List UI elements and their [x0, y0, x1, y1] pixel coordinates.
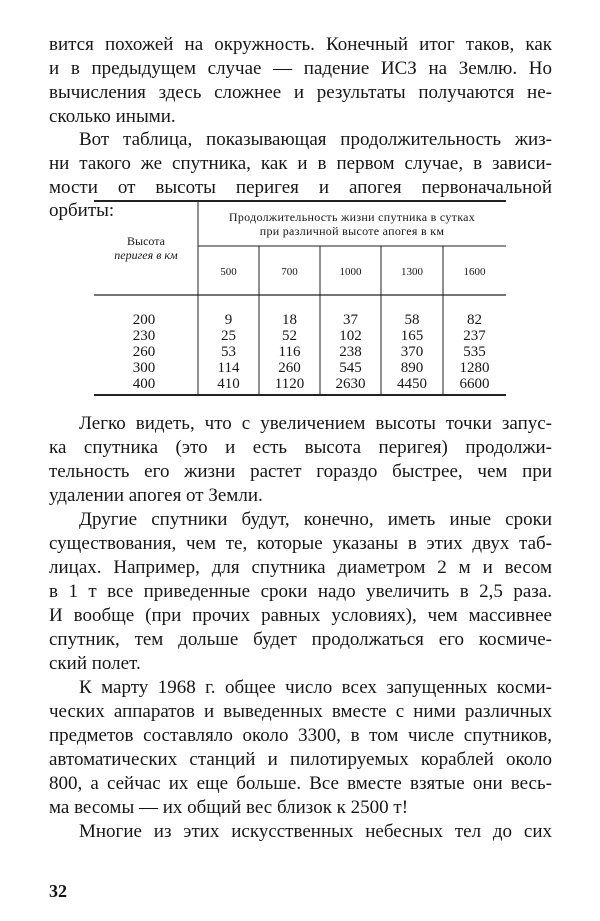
column-header: 1300	[401, 266, 423, 278]
lifetime-cell: 114	[217, 360, 240, 376]
lifetime-cell: 53	[221, 344, 236, 360]
lifetime-cell: 102	[339, 328, 362, 344]
column-header: 500	[220, 266, 237, 278]
row-header	[94, 234, 198, 262]
text-line: орбиты:	[49, 200, 115, 221]
lifetime-cell: 238	[339, 344, 362, 360]
text-line: К марту 1968 г. общее число всех запущенных косми-	[79, 677, 552, 698]
text-line: 800, а сейчас их еще больше. Все вместе взятые они весь-	[49, 773, 552, 794]
lifetime-cell: 545	[339, 360, 362, 376]
group-header-line: Продолжительность жизни спутника в сутках	[228, 210, 476, 224]
text-line: мости от высоты перигея и апогея первоначальной	[49, 177, 552, 198]
lifetime-cell: 82	[467, 312, 482, 328]
lifetime-cell: 58	[404, 312, 420, 328]
lifetime-cell: 370	[400, 344, 424, 360]
lifetime-cell: 260	[278, 360, 301, 376]
text-line: Вот таблица, показывающая продолжительность жиз-	[79, 129, 552, 150]
text-line: автоматических станций и пилотируемых кораблей около	[49, 749, 552, 770]
column-header: 700	[281, 266, 298, 278]
perigee-cell: 300	[132, 360, 156, 376]
column-header: 1000	[339, 266, 362, 278]
text-line: И вообще (при прочих равных условиях), чем массивнее	[49, 605, 552, 626]
lifetime-cell: 890	[400, 360, 424, 376]
text-line: тельность его жизни растет гораздо быстрее, чем при	[49, 461, 552, 482]
satellite-lifetime-table	[94, 200, 506, 396]
lifetime-cell: 6600	[459, 376, 490, 392]
lifetime-cell: 410	[217, 376, 240, 392]
text-line: в 1 т все приведенные сроки надо увеличить в 2,5 раза.	[49, 581, 552, 602]
text-line: предметов составляло около 3300, в том числе спутников,	[49, 725, 552, 746]
lifetime-cell: 116	[278, 344, 301, 360]
text-line: вится похожей на окружность. Конечный итог таков, как	[49, 34, 552, 55]
text-line: спутник, тем дольше будет продолжаться его космиче-	[49, 629, 552, 650]
perigee-cell: 260	[132, 344, 156, 360]
perigee-cell: 400	[132, 376, 156, 392]
lifetime-cell: 9	[224, 312, 233, 328]
text-line: Другие спутники будут, конечно, иметь иные сроки	[79, 509, 552, 530]
column-header: 1600	[463, 266, 486, 278]
text-line: ма весомы — их общий вес близок к 2500 т!	[49, 797, 409, 818]
row-header-line: перигея в км	[114, 248, 178, 262]
lifetime-cell: 165	[400, 328, 424, 344]
text-line: Легко видеть, что с увеличением высоты точки запус-	[79, 413, 552, 434]
page-number: 32	[49, 881, 67, 901]
lifetime-cell: 2630	[335, 376, 366, 392]
lifetime-cell: 535	[463, 344, 486, 360]
lifetime-cell: 18	[282, 312, 297, 328]
group-header-line: при различной высоте апогея в км	[259, 224, 445, 238]
text-line: ни такого же спутника, как и в первом случае, в зависи-	[49, 153, 552, 174]
text-line: и в предыдущем случае — падение ИСЗ на Землю. Но	[49, 58, 552, 79]
lifetime-cell: 37	[343, 312, 358, 328]
lifetime-cell: 1120	[274, 376, 305, 392]
text-line: ский полет.	[49, 653, 141, 674]
text-line: сколько иными.	[49, 106, 176, 127]
lifetime-cell: 52	[282, 328, 297, 344]
group-header	[198, 210, 506, 238]
perigee-cell: 230	[132, 328, 156, 344]
lifetime-cell: 237	[463, 328, 486, 344]
lifetime-cell: 4450	[397, 376, 427, 392]
lifetime-cell: 25	[221, 328, 236, 344]
text-line: вычисления здесь сложнее и результаты получаются не-	[49, 82, 552, 103]
text-line: ческих аппаратов и выведенных вместе с ними различных	[49, 701, 552, 722]
text-line: существования, чем те, которые указаны в этих двух таб-	[49, 533, 552, 554]
row-header-line: Высота	[127, 234, 165, 248]
lifetime-cell: 1280	[459, 360, 490, 376]
text-line: ка спутника (это и есть высота перигея) продолжи-	[49, 437, 552, 458]
text-line: удалении апогея от Земли.	[49, 485, 263, 506]
text-line: Многие из этих искусственных небесных тел до сих	[79, 821, 552, 842]
perigee-cell: 200	[132, 312, 156, 328]
text-line: лицах. Например, для спутника диаметром 2 м и весом	[49, 557, 552, 578]
